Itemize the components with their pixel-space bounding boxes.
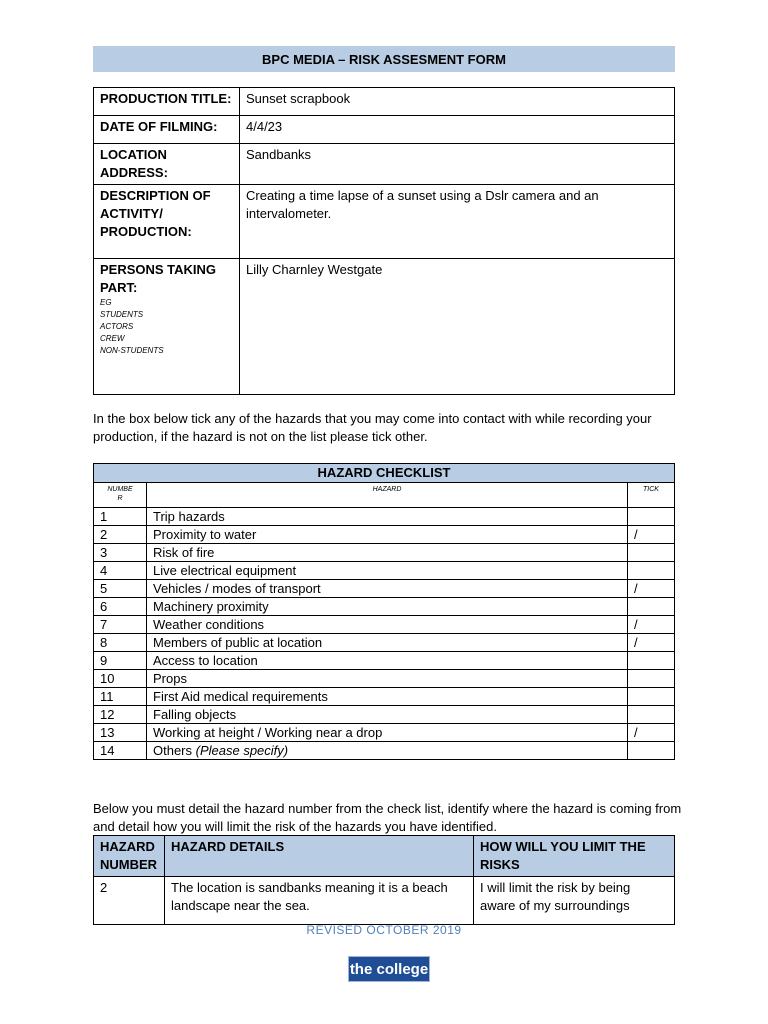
persons-value: Lilly Charnley Westgate bbox=[240, 259, 675, 395]
table-row bbox=[94, 598, 675, 616]
hazard-name: Members of public at location bbox=[147, 634, 628, 652]
hazard-number: 14 bbox=[94, 742, 147, 760]
table-row bbox=[94, 580, 675, 598]
description-label-line-3: PRODUCTION: bbox=[100, 224, 192, 239]
hazard-number: 13 bbox=[94, 724, 147, 742]
tick-cell[interactable] bbox=[628, 562, 675, 580]
tick-cell[interactable] bbox=[628, 688, 675, 706]
description-value: Creating a time lapse of a sunset using a Dslr camera and an intervalometer. bbox=[240, 185, 675, 259]
persons-label bbox=[94, 259, 240, 395]
column-header-hazard: HAZARD bbox=[147, 483, 628, 508]
column-header-hazard-number bbox=[94, 836, 165, 877]
detail-hazard-description: The location is sandbanks meaning it is a beach landscape near the sea. bbox=[165, 877, 474, 925]
table-row bbox=[94, 616, 675, 634]
location-label-line-1: LOCATION bbox=[100, 147, 167, 162]
hazard-details-table bbox=[93, 835, 675, 925]
column-header-limit-risks bbox=[474, 836, 675, 877]
date-value: 4/4/23 bbox=[240, 116, 675, 144]
hazard-name: Access to location bbox=[147, 652, 628, 670]
location-value: Sandbanks bbox=[240, 144, 675, 185]
hazard-number: 12 bbox=[94, 706, 147, 724]
tick-cell[interactable] bbox=[628, 652, 675, 670]
detail-hazard-number: 2 bbox=[94, 877, 165, 925]
revised-date: REVISED OCTOBER 2019 bbox=[306, 923, 462, 937]
production-title-label: PRODUCTION TITLE: bbox=[94, 88, 240, 116]
table-row bbox=[94, 724, 675, 742]
hazard-name: Weather conditions bbox=[147, 616, 628, 634]
hazard-name: Working at height / Working near a drop bbox=[147, 724, 628, 742]
table-row bbox=[94, 877, 675, 925]
column-header-number-line-2: R bbox=[117, 495, 123, 502]
details-instruction: Below you must detail the hazard number from the check list, identify where the hazard is coming from and detail how you will limit the risk of the hazards you have identified. bbox=[93, 801, 682, 834]
hazard-name: Falling objects bbox=[147, 706, 628, 724]
persons-example: STUDENTS bbox=[100, 310, 144, 319]
hazard-number: 10 bbox=[94, 670, 147, 688]
hazard-name: First Aid medical requirements bbox=[147, 688, 628, 706]
tick-cell[interactable]: / bbox=[628, 526, 675, 544]
table-row bbox=[94, 742, 675, 760]
hazard-number: 11 bbox=[94, 688, 147, 706]
tick-cell[interactable] bbox=[628, 508, 675, 526]
hazard-number: 8 bbox=[94, 634, 147, 652]
date-label: DATE OF FILMING: bbox=[94, 116, 240, 144]
hazard-note: (Please specify) bbox=[195, 743, 289, 758]
hazard-number: 2 bbox=[94, 526, 147, 544]
hazard-name bbox=[147, 742, 628, 760]
table-row bbox=[94, 634, 675, 652]
hazard-name: Vehicles / modes of transport bbox=[147, 580, 628, 598]
tick-cell[interactable] bbox=[628, 670, 675, 688]
persons-example: CREW bbox=[100, 334, 125, 343]
location-label bbox=[94, 144, 240, 185]
hazard-number: 6 bbox=[94, 598, 147, 616]
hazard-number: 7 bbox=[94, 616, 147, 634]
hazard-name: Proximity to water bbox=[147, 526, 628, 544]
table-row bbox=[94, 670, 675, 688]
location-label-line-2: ADDRESS: bbox=[100, 165, 168, 180]
checklist-title: HAZARD CHECKLIST bbox=[94, 464, 675, 483]
table-row bbox=[94, 562, 675, 580]
persons-example: ACTORS bbox=[100, 322, 134, 331]
production-title-value: Sunset scrapbook bbox=[240, 88, 675, 116]
column-header-hazard-details: HAZARD DETAILS bbox=[165, 836, 474, 877]
hazard-name: Machinery proximity bbox=[147, 598, 628, 616]
hazard-number: 3 bbox=[94, 544, 147, 562]
persons-example: NON-STUDENTS bbox=[100, 346, 164, 355]
table-row bbox=[94, 544, 675, 562]
column-header-limit-risks-line-2: RISKS bbox=[480, 857, 520, 872]
column-header-hazard-number-line-2: NUMBER bbox=[100, 857, 158, 872]
persons-label-line-1: PERSONS TAKING bbox=[100, 262, 217, 277]
detail-risk-limit: I will limit the risk by being aware of my surroundings bbox=[474, 877, 675, 925]
hazard-name-text: Others bbox=[153, 743, 193, 758]
college-logo: the college bbox=[348, 956, 430, 982]
tick-cell[interactable] bbox=[628, 598, 675, 616]
form-title: BPC MEDIA – RISK ASSESMENT FORM bbox=[93, 46, 675, 72]
column-header-limit-risks-line-1: HOW WILL YOU LIMIT THE bbox=[480, 839, 646, 854]
tick-cell[interactable] bbox=[628, 544, 675, 562]
tick-cell[interactable]: / bbox=[628, 634, 675, 652]
column-header-number bbox=[94, 483, 147, 508]
persons-example: EG bbox=[100, 298, 112, 307]
table-row bbox=[94, 652, 675, 670]
description-label-line-1: DESCRIPTION OF bbox=[100, 188, 211, 203]
table-row bbox=[94, 526, 675, 544]
hazard-name: Risk of fire bbox=[147, 544, 628, 562]
column-header-number-line-1: NUMBE bbox=[107, 486, 133, 493]
hazard-number: 4 bbox=[94, 562, 147, 580]
tick-cell[interactable]: / bbox=[628, 724, 675, 742]
column-header-tick: TICK bbox=[628, 483, 675, 508]
checklist-instruction: In the box below tick any of the hazards that you may come into contact with while recording your production, if the hazard is not on the list please tick other. bbox=[93, 411, 652, 444]
production-info-table bbox=[93, 87, 675, 395]
hazard-checklist-table bbox=[93, 463, 675, 760]
tick-cell[interactable]: / bbox=[628, 580, 675, 598]
column-header-hazard-number-line-1: HAZARD bbox=[100, 839, 155, 854]
hazard-name: Props bbox=[147, 670, 628, 688]
hazard-number: 5 bbox=[94, 580, 147, 598]
tick-cell[interactable]: / bbox=[628, 616, 675, 634]
tick-cell[interactable] bbox=[628, 742, 675, 760]
hazard-number: 1 bbox=[94, 508, 147, 526]
description-label-line-2: ACTIVITY/ bbox=[100, 206, 163, 221]
hazard-number: 9 bbox=[94, 652, 147, 670]
hazard-name: Trip hazards bbox=[147, 508, 628, 526]
persons-label-line-2: PART: bbox=[100, 280, 138, 295]
hazard-name: Live electrical equipment bbox=[147, 562, 628, 580]
table-row bbox=[94, 508, 675, 526]
table-row bbox=[94, 688, 675, 706]
description-label bbox=[94, 185, 240, 259]
table-row bbox=[94, 706, 675, 724]
tick-cell[interactable] bbox=[628, 706, 675, 724]
